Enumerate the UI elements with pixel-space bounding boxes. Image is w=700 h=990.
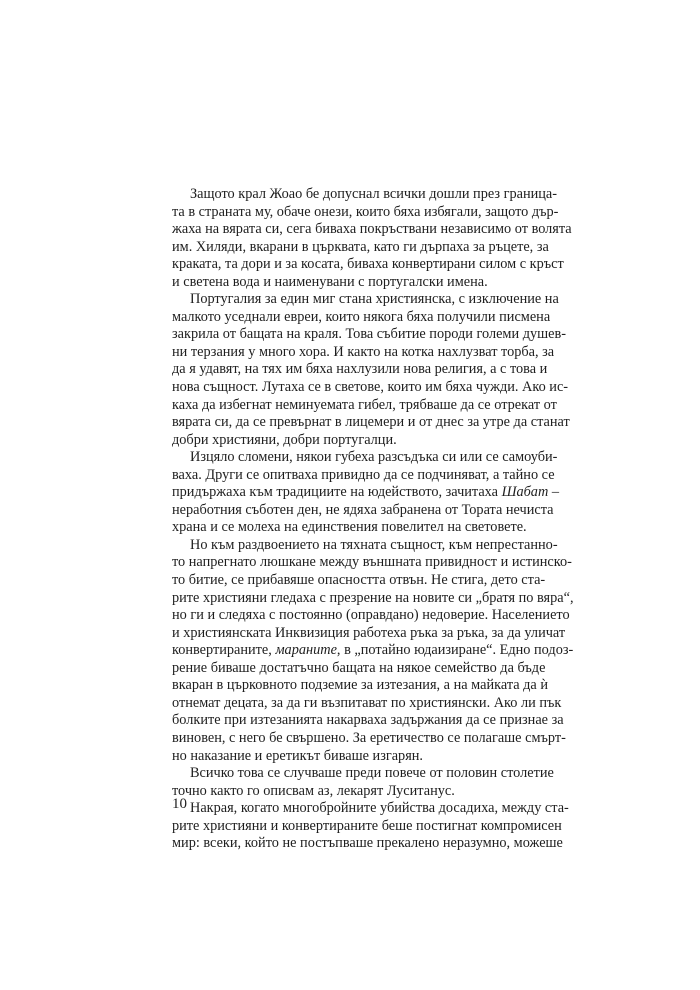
text-line: но ги и следяха с постоянно (оправдано) недоверие. Населението [172,607,570,624]
italic-term: мараните [275,642,337,659]
text-line: им. Хиляди, вкарани в църквата, като ги дърпаха за ръцете, за [172,238,549,255]
text-line: неработния съботен ден, не ядяха забранена от Тората нечиста [172,501,554,518]
text-line: отнемат децата, за да ги възпитават по християнски. Ако ли пък [172,694,562,711]
text-line: мир: всеки, който не постъпваше прекалено неразумно, можеше [172,835,563,852]
text-line: придържаха към традициите на юдейството, зачитаха Шабат – [172,484,560,501]
text-line: болките при изтезанията накарваха задържания да се признае за [172,712,564,729]
text-line: да я удавят, на тях им бяха нахлузили нова религия, а с това и [172,361,548,378]
paragraph-2 [172,291,570,449]
text-line: и християнската Инквизиция работеха ръка за ръка, за да уличат [172,624,566,641]
text-line: каха да избегнат неминуемата гибел, трябваше да се отрекат от [172,396,557,413]
paragraph-3 [172,449,560,537]
paragraph-1 [172,186,572,291]
text-line: Всичко това се случваше преди повече от половин столетие [190,765,554,782]
text-line: Защото крал Жоао бе допуснал всички дошли през граница- [190,186,558,202]
text-line: краката, та дори и за косата, биваха конвертирани силом с кръст [172,256,564,273]
text-line: храна и се молеха на единствения повелител на световете. [172,519,527,536]
text-line: рите християни гледаха с презрение на новите си „братя по вяра“, [172,589,574,606]
text-line: то битие, се прибавяше опасността отвън. Не стига, дето ста- [172,572,546,589]
text-line: рение биваше достатъчно бащата на някое семейство да бъде [172,659,546,676]
text-line: рите християни и конвертираните беше постигнат компромисен [172,817,562,834]
text-line: ваха. Други се опитваха привидно да се подчиняват, а тайно се [172,466,555,483]
text-line: Португалия за един миг стана християнска, с изключение на [190,291,559,308]
body-text [172,186,574,853]
text-line: малкото уседнали евреи, които някога бяха получили писмена [172,308,551,325]
text-line: но наказание и еретикът биваше изгарян. [172,747,424,764]
text-line: конвертираните, мараните, в „потайно юдаизиране“. Едно подоз- [172,642,574,659]
text-line: ни терзания у много хора. И както на котка нахлузват торба, за [172,343,555,360]
italic-term: Шабат [501,484,549,501]
text-line: Но към раздвоението на тяхната същност, към непрестанно- [190,536,558,553]
text-line: нова същност. Лутаха се в светове, които им бяха чужди. Ако ис- [172,379,569,396]
paragraph-5 [172,765,554,800]
text-line: та в страната му, обаче онези, които бяха избягали, защото дър- [172,203,559,220]
text-line: вярата си, да се превърнат в лицемери и от днес за утре да станат [172,414,570,431]
text-line: жаха на вярата си, сега биваха покръствани независимо от волята [172,221,572,238]
text-line: точно както го описвам аз, лекарят Луситанус. [172,782,455,799]
paragraph-6 [172,800,569,853]
text-line: Накрая, когато многобройните убийства досадиха, между ста- [190,800,569,817]
text-line: добри християни, добри португалци. [172,431,397,448]
text-line: виновен, с него бе свършено. За еретичество се полагаше смърт- [172,729,566,746]
paragraph-4 [172,536,574,765]
text-line: вкаран в църковното подземие за изтезания, а на майката да ѝ [172,677,549,694]
text-line: закрила от бащата на краля. Това събитие породи големи душев- [172,326,566,343]
page-number: 10 [172,796,187,812]
text-line: Изцяло сломени, някои губеха разсъдъка си или се самоуби- [190,449,558,466]
text-line: то напрегнато люшкане между външната привидност и истинско- [172,554,572,571]
text-line: и светена вода и наименувани с португалски имена. [172,273,488,290]
